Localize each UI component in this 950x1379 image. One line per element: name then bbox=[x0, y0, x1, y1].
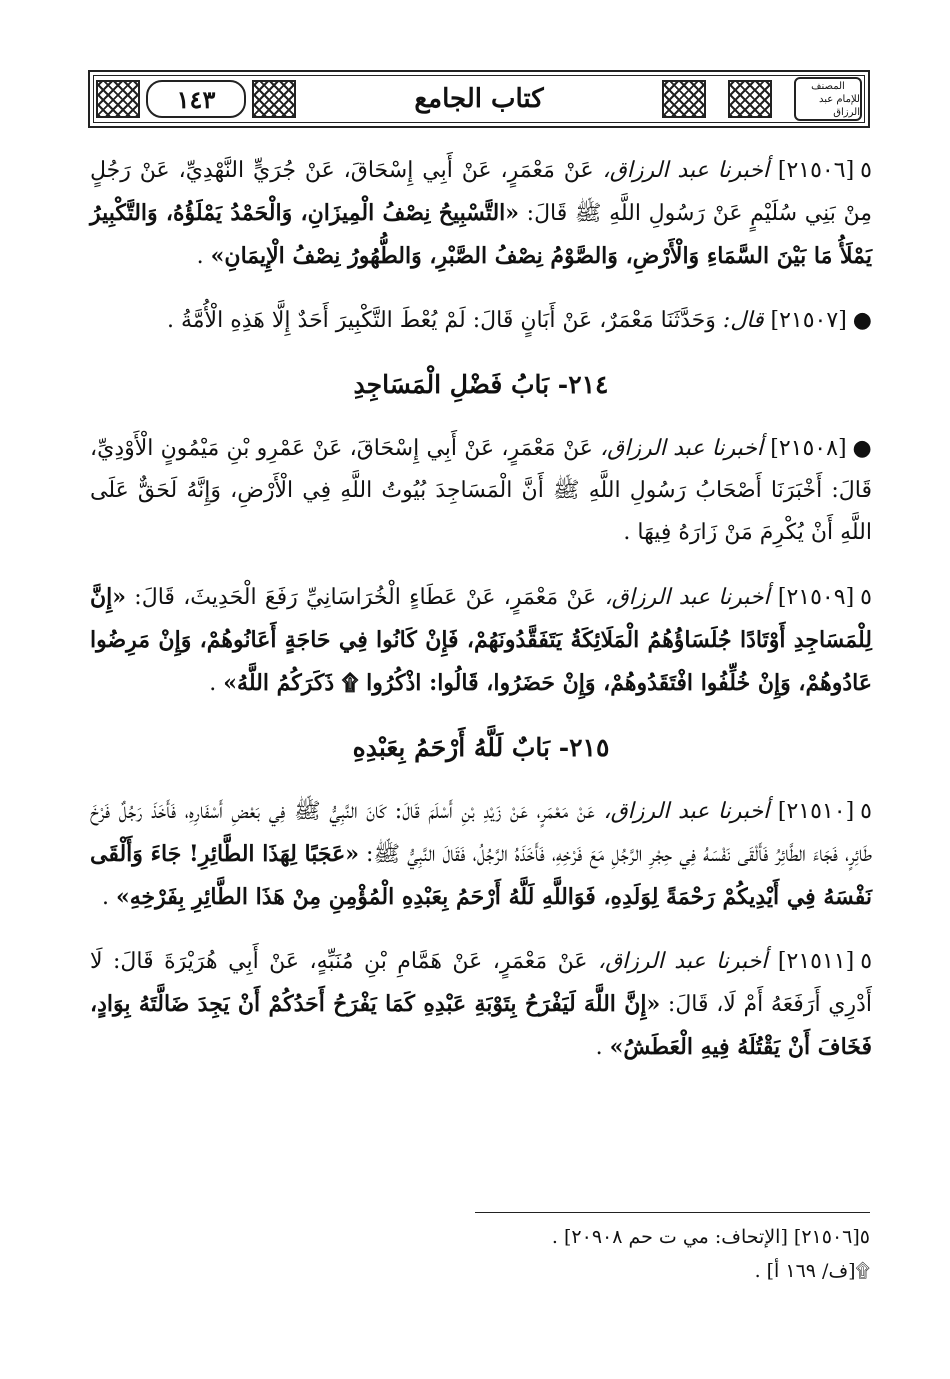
hadith-intro: قال: bbox=[722, 308, 764, 333]
book-title: كتاب الجامع bbox=[414, 84, 544, 114]
footnote-divider bbox=[475, 1212, 870, 1213]
main-text bbox=[90, 150, 872, 1091]
hadith-speech: «إِنَّ اللَّهَ لَيَفْرَحُ بِتَوْبَةِ عَبْدِهِ كَمَا يَفْرَحُ أَحَدُكُمْ أَنْ يَجِدَ ضَالَّتَهُ بِوَادٍ، فَخَافَ أَنْ يَقْتُلَهُ فِيهِ الْعَطَشُ» bbox=[90, 991, 872, 1060]
hadith-21506 bbox=[90, 150, 872, 278]
ornament-pattern-icon bbox=[662, 80, 706, 118]
logo-line: للإمام عبد الرزاق bbox=[818, 93, 860, 118]
hadith-chain: عَنْ مَعْمَرٍ، عَنْ أَبِي إِسْحَاقَ، عَنْ جُرَيٍّ النَّهْدِيِّ، عَنْ رَجُلٍ مِنْ بَنِي سُلَيْمٍ عَنْ رَسُولِ اللَّهِ ﷺ قَالَ: bbox=[90, 158, 872, 226]
hadith-chain: عَنْ مَعْمَرٍ، عَنْ عَطَاءٍ الْخُرَاسَانِيِّ رَفَعَ الْحَدِيثَ، قَالَ: bbox=[126, 585, 605, 610]
hadith-21507 bbox=[90, 300, 872, 342]
hadith-chain: عَنْ مَعْمَرٍ، عَنْ زَيْدِ بْنِ أَسْلَمَ قَالَ: كَانَ النَّبِيُّ ﷺ فِي بَعْضِ أَسْفَارِهِ، فَأَخَذَ رَجُلٌ فَرْخَ طَائِرٍ، فَجَاءَ الطَّائِرُ فَأَلْقَى نَفْسَهُ فِي حِجْرِ الرَّجُلِ مَعَ فَرْخِهِ، فَأَخَذَهُ الرَّجُلُ، فَقَالَ النَّبِيُّ ﷺ: bbox=[90, 799, 872, 867]
hadith-tail: . bbox=[196, 244, 211, 269]
page-header bbox=[88, 70, 870, 128]
hadith-21508 bbox=[90, 428, 872, 554]
chapter-heading-214: ٢١٤- بَابُ فَضْلِ الْمَسَاجِدِ bbox=[353, 370, 609, 399]
footnotes bbox=[450, 1220, 870, 1288]
right-ornament bbox=[662, 79, 862, 119]
chapter-heading-215: ٢١٥- بَابٌ لَلَّهُ أَرْحَمُ بِعَبْدِهِ bbox=[352, 733, 610, 762]
hadith-speech: «عَجَبًا لِهَذَا الطَّائِرِ! جَاءَ وَأَلْقَى نَفْسَهُ فِي أَيْدِيكُمْ رَحْمَةً لِوَلَدِهِ، فَوَاللَّهِ لَلَّهُ أَرْحَمُ بِعَبْدِهِ الْمُؤْمِنِ مِنْ هَذَا الطَّائِرِ بِفَرْخِهِ» bbox=[90, 841, 872, 910]
hadith-speech: «التَّسْبِيحُ نِصْفُ الْمِيزَانِ، وَالْحَمْدُ يَمْلَؤُهُ، وَالتَّكْبِيرُ يَمْلَأُ مَا بَيْنَ السَّمَاءِ وَالْأَرْضِ، وَالصَّوْمُ نِصْفُ الصَّبْرِ، وَالطُّهُورُ نِصْفُ الْإِيمَانِ» bbox=[90, 200, 872, 269]
entry-marker: ٥ bbox=[860, 799, 872, 824]
hadith-chain: عَنْ مَعْمَرٍ، عَنْ أَبِي إِسْحَاقَ، عَنْ عَمْرِو بْنِ مَيْمُونٍ الْأَوْدِيِّ، قَالَ: أَخْبَرَنَا أَصْحَابُ رَسُولِ اللَّهِ ﷺ أَنَّ الْمَسَاجِدَ بُيُوتُ اللَّهِ فِي الْأَرْضِ، وَإِنَّهُ لَحَقٌّ عَلَى اللَّهِ أَنْ يُكْرِمَ مَنْ زَارَهُ فِيهَا . bbox=[90, 436, 872, 545]
hadith-tail: . bbox=[209, 671, 224, 696]
ornament-pattern-icon bbox=[96, 80, 140, 118]
ornament-pattern-icon bbox=[728, 80, 772, 118]
hadith-intro: أخبرنا عبد الرزاق، bbox=[604, 585, 770, 610]
hadith-number: [٢١٥١١] bbox=[777, 949, 855, 974]
publisher-logo bbox=[794, 77, 862, 121]
hadith-tail: . bbox=[595, 1035, 610, 1060]
hadith-number: [٢١٥٠٧] bbox=[770, 308, 847, 333]
hadith-number: [٢١٥٠٦] bbox=[777, 158, 855, 183]
hadith-intro: أخبرنا عبد الرزاق، bbox=[602, 158, 769, 183]
hadith-chain: وَحَدَّثَنَا مَعْمَرٌ، عَنْ أَبَانٍ قَالَ: لَمْ يُعْطَ التَّكْبِيرَ أَحَدٌ إِلَّا هَذِهِ الْأُمَّةُ . bbox=[166, 308, 723, 333]
ornament-pattern-icon bbox=[252, 80, 296, 118]
hadith-speech: «إِنَّ لِلْمَسَاجِدِ أَوْتَادًا جُلَسَاؤُهُمُ الْمَلَائِكَةُ يَتَفَقَّدُونَهُمْ، فَإِنْ كَانُوا فِي حَاجَةٍ أَعَانُوهُمْ، وَإِنْ مَرِضُوا عَادُوهُمْ، وَإِنْ خُلِّفُوا افْتَقَدُوهُمْ، وَإِنْ حَضَرُوا، قَالُوا: اذْكُرُوا ۩ ذَكَرَكُمُ اللَّهُ» bbox=[90, 584, 872, 696]
entry-marker: ٥ bbox=[860, 949, 873, 974]
hadith-tail: . bbox=[101, 885, 116, 910]
page-number: ١٤٣ bbox=[146, 80, 246, 118]
hadith-intro: أخبرنا عبد الرزاق، bbox=[600, 436, 764, 461]
left-ornament bbox=[96, 79, 296, 119]
hadith-intro: أخبرنا عبد الرزاق، bbox=[603, 799, 770, 824]
hadith-21509 bbox=[90, 576, 872, 705]
logo-line: المصنف bbox=[811, 80, 845, 92]
entry-marker: ٥ bbox=[860, 158, 872, 183]
entry-marker: ● bbox=[852, 308, 872, 333]
footnote-item: ٥[٢١٥٠٦] [الإتحاف: مي ت حم ٢٠٩٠٨] . bbox=[551, 1226, 870, 1248]
entry-marker: ● bbox=[852, 436, 872, 461]
hadith-chain: عَنْ مَعْمَرٍ، عَنْ هَمَّامِ بْنِ مُنَبِّهٍ، عَنْ أَبِي هُرَيْرَةَ قَالَ: لَا أَدْرِي أَرَفَعَهُ أَمْ لَا، قَالَ: bbox=[90, 949, 872, 1017]
hadith-number: [٢١٥١٠] bbox=[777, 799, 855, 824]
footnote-item: ۩[ف/ ١٦٩ أ] . bbox=[754, 1260, 870, 1282]
hadith-21510 bbox=[90, 791, 872, 919]
hadith-number: [٢١٥٠٨] bbox=[770, 436, 847, 461]
hadith-intro: أخبرنا عبد الرزاق، bbox=[597, 949, 768, 974]
entry-marker: ٥ bbox=[860, 585, 872, 610]
hadith-number: [٢١٥٠٩] bbox=[777, 585, 855, 610]
hadith-21511 bbox=[90, 941, 872, 1069]
